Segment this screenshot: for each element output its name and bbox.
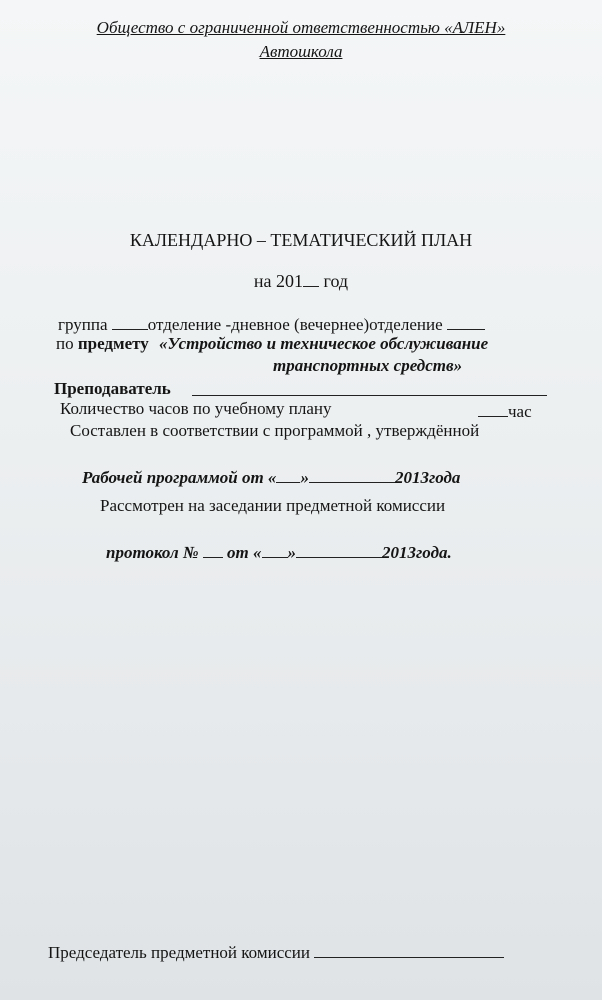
protocol-mid2: » xyxy=(287,543,297,562)
chairman-line xyxy=(48,940,504,963)
organization-text: Общество с ограниченной ответственностью «АЛЕН» xyxy=(96,18,506,37)
department-blank xyxy=(447,312,485,330)
compiled-line xyxy=(70,421,479,441)
year-line xyxy=(0,268,602,292)
group-blank xyxy=(112,312,148,330)
organization-name xyxy=(0,18,602,38)
protocol-day-blank xyxy=(262,540,288,558)
subject-name-line2 xyxy=(273,356,462,376)
reviewed-text: Рассмотрен на заседании предметной комиссии xyxy=(100,496,446,515)
subject-name-line2-text: транспортных средств» xyxy=(273,356,463,375)
year-blank xyxy=(303,268,319,287)
protocol-mid1: от « xyxy=(222,543,262,562)
group-label: группа xyxy=(58,315,112,334)
subject-label: предмету xyxy=(77,334,149,353)
subject-line xyxy=(56,334,488,354)
teacher-label: Преподаватель xyxy=(54,379,171,398)
subject-prefix: по xyxy=(56,334,78,353)
hours-label: Количество часов по учебному плану xyxy=(60,399,332,418)
hours-blank xyxy=(478,399,508,417)
document-title xyxy=(0,230,602,251)
protocol-line xyxy=(106,540,452,563)
chairman-label: Председатель предметной комиссии xyxy=(48,943,315,962)
year-prefix: на 201 xyxy=(253,271,304,291)
school-name xyxy=(0,42,602,62)
program-mid: » xyxy=(300,468,309,487)
program-prefix: Рабочей программой от « xyxy=(82,468,277,487)
teacher-line xyxy=(54,379,171,399)
group-line xyxy=(58,312,485,335)
program-line xyxy=(82,465,460,488)
program-year: 2013года xyxy=(394,468,461,487)
protocol-prefix: протокол № xyxy=(106,543,203,562)
compiled-text: Составлен в соответствии с программой , утверждённой xyxy=(70,421,480,440)
reviewed-line xyxy=(100,496,445,516)
chairman-signature-blank xyxy=(314,940,504,958)
hours-unit-line xyxy=(478,399,532,422)
protocol-year: 2013года. xyxy=(382,543,452,562)
department-label: отделение -дневное (вечернее)отделение xyxy=(147,315,447,334)
hours-line xyxy=(60,399,332,419)
protocol-number-blank xyxy=(203,540,223,558)
subject-name-line1: «Устройство и техническое обслуживание xyxy=(159,334,489,353)
hours-unit: час xyxy=(508,402,532,421)
year-suffix: год xyxy=(319,271,349,291)
program-month-blank xyxy=(309,465,395,483)
program-day-blank xyxy=(276,465,300,483)
protocol-month-blank xyxy=(296,540,382,558)
school-text: Автошкола xyxy=(259,42,343,61)
teacher-blank xyxy=(192,395,547,396)
title-text: КАЛЕНДАРНО – ТЕМАТИЧЕСКИЙ ПЛАН xyxy=(129,230,473,250)
